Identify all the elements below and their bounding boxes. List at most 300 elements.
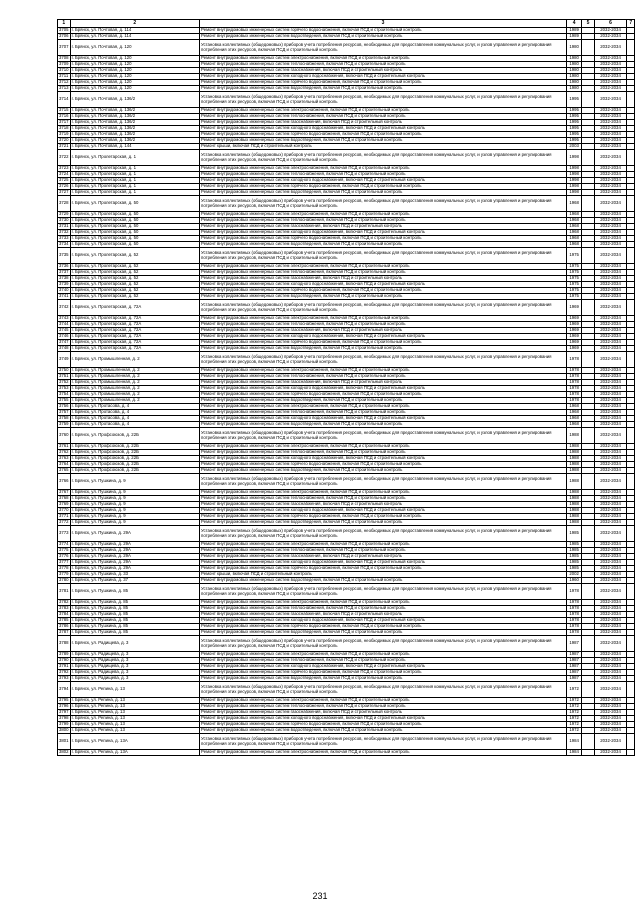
row-number-cell: 3778: [59, 565, 69, 571]
row-number-cell: 3736: [59, 263, 69, 269]
row-number-cell: 3709: [59, 61, 69, 67]
year-cell: 1989: [567, 28, 582, 34]
period-cell: 2032-2034: [594, 322, 627, 328]
row-number-cell: 3786: [59, 623, 69, 629]
address-cell: г. Брянск, ул. Пушкина, д. 85: [70, 606, 199, 612]
row-number-cell: 3738: [59, 275, 69, 281]
period-cell: 2032-2034: [594, 242, 627, 248]
address-cell: г. Брянск, ул. Пушкина, д. 9: [70, 490, 199, 496]
work-type-cell: Ремонт внутридомовых инженерных систем холодного водоснабжения, включая ПСД и строительный контроль: [200, 178, 567, 184]
work-type-cell: Ремонт внутридомовых инженерных систем теплоснабжения, включая ПСД и строительный контроль: [200, 270, 567, 276]
address-cell: г. Брянск, ул. Пушкина, д. 85: [70, 612, 199, 618]
header-cell-3: 3: [200, 20, 567, 28]
header-cell-1: 1: [58, 20, 71, 28]
address-cell: г. Брянск, ул. Почтовая, д. 136/2: [70, 92, 199, 108]
row-number-cell: 3732: [59, 229, 69, 235]
year-cell: 1980: [567, 86, 582, 92]
table-row: [58, 584, 635, 600]
empty-cell: [582, 526, 595, 542]
row-number-cell: 3780: [59, 577, 69, 583]
address-cell: г. Брянск, ул. Пролетарская, д. 1: [70, 190, 199, 196]
period-cell: 2032-2034: [594, 166, 627, 172]
address-cell: г. Брянск, ул. Пролетарская, д. 72А: [70, 300, 199, 316]
work-type-cell: Ремонт внутридомовых инженерных систем холодного водоснабжения, включая ПСД и строительный контроль: [200, 560, 567, 566]
year-cell: 1998: [567, 184, 582, 190]
year-cell: 1995: [567, 120, 582, 126]
period-cell: 2032-2034: [594, 630, 627, 636]
address-cell: г. Брянск, ул. Радищева, д. 3: [70, 658, 199, 664]
row-number-cell: 3720: [59, 137, 69, 143]
period-cell: 2032-2034: [594, 92, 627, 108]
period-cell: 2032-2034: [594, 698, 627, 704]
period-cell: 2032-2034: [594, 352, 627, 368]
work-type-cell: Ремонт внутридомовых инженерных систем горячего водоснабжения, включая ПСД и строительный контроль: [200, 340, 567, 346]
period-cell: 2032-2034: [594, 496, 627, 502]
empty-cell: [582, 750, 595, 756]
row-number-cell: 3727: [59, 189, 69, 195]
address-cell: г. Брянск, ул. Пушкина, д. 37: [70, 578, 199, 584]
period-cell: 2032-2034: [594, 658, 627, 664]
address-cell: г. Брянск, ул. Пролетарская, д. 72А: [70, 346, 199, 352]
table-row: [58, 474, 635, 490]
work-type-cell: Ремонт внутридомовых инженерных систем водоотведения, включая ПСД и строительный контроль: [200, 422, 567, 428]
document-sheet: [57, 19, 635, 756]
year-cell: 1978: [567, 386, 582, 392]
year-cell: 1969: [567, 340, 582, 346]
row-number-cell: 3774: [59, 541, 69, 547]
year-cell: 1980: [567, 56, 582, 62]
year-cell: 1987: [567, 664, 582, 670]
address-cell: г. Брянск, ул. Репина, д. 13: [70, 722, 199, 728]
empty-cell: [582, 248, 595, 264]
period-cell: 2032-2034: [594, 68, 627, 74]
address-cell: г. Брянск, ул. Почтовая, д. 120: [70, 40, 199, 56]
period-cell: 2032-2034: [594, 670, 627, 676]
row-number-cell: 3711: [59, 73, 69, 79]
year-cell: 1978: [567, 380, 582, 386]
work-type-cell: Ремонт внутридомовых инженерных систем водоотведения, включая ПСД и строительный контроль: [200, 34, 567, 40]
page-number: 231: [312, 891, 328, 901]
address-cell: г. Брянск, ул. Протасова, д. 4: [70, 410, 199, 416]
row-number-cell: 3756: [59, 403, 69, 409]
table-row: [58, 150, 635, 166]
work-type-cell: Ремонт внутридомовых инженерных систем теплоснабжения, включая ПСД и строительный контроль: [200, 218, 567, 224]
work-type-cell: Ремонт внутридомовых инженерных систем электроснабжения, включая ПСД и строительный контроль: [200, 600, 567, 606]
year-cell: 1988: [567, 462, 582, 468]
period-cell: 2032-2034: [594, 572, 627, 578]
row-number-cell: 3783: [59, 605, 69, 611]
work-type-cell: Ремонт крыши, включая ПСД и строительный контроль: [200, 572, 567, 578]
work-type-cell: Установка коллективных (общедомовых) приборов учета потребления ресурсов, необходимых для предоставления коммунальных услуг, и узлов управления и регулирования потребления этих ресурсов, включая ПСД и строительный контроль: [200, 474, 567, 490]
address-cell: г. Брянск, ул. Пролетарская, д. 50: [70, 242, 199, 248]
work-type-cell: Ремонт внутридомовых инженерных систем горячего водоснабжения, включая ПСД и строительный контроль: [200, 722, 567, 728]
row-number-cell: 3757: [59, 409, 69, 415]
year-cell: 1985: [567, 548, 582, 554]
empty-cell: [627, 750, 635, 756]
year-cell: 1989: [567, 34, 582, 40]
address-cell: г. Брянск, ул. Репина, д. 13: [70, 710, 199, 716]
period-cell: 2032-2034: [594, 144, 627, 150]
row-number-cell: 3767: [59, 489, 69, 495]
year-cell: 1969: [567, 316, 582, 322]
row-number-cell: 3715: [59, 107, 69, 113]
work-type-cell: Установка коллективных (общедомовых) приборов учета потребления ресурсов, необходимых для предоставления коммунальных услуг, и узлов управления и регулирования потребления этих ресурсов, включая ПСД и строительный контроль: [200, 636, 567, 652]
address-cell: г. Брянск, ул. Пушкина, д. 85: [70, 584, 199, 600]
period-cell: 2032-2034: [594, 316, 627, 322]
row-number-cell: 3739: [59, 281, 69, 287]
year-cell: 1968: [567, 224, 582, 230]
work-type-cell: Ремонт внутридомовых инженерных систем газоснабжения, включая ПСД и строительный контроль: [200, 224, 567, 230]
work-type-cell: Ремонт внутридомовых инженерных систем газоснабжения, включая ПСД и строительный контроль: [200, 120, 567, 126]
year-cell: 1995: [567, 92, 582, 108]
period-cell: 2032-2034: [594, 722, 627, 728]
year-cell: 1975: [567, 288, 582, 294]
period-cell: 2032-2034: [594, 392, 627, 398]
work-type-cell: Ремонт внутридомовых инженерных систем электроснабжения, включая ПСД и строительный контроль: [200, 750, 567, 756]
address-cell: г. Брянск, ул. Пролетарская, д. 72А: [70, 334, 199, 340]
year-cell: 1985: [567, 566, 582, 572]
work-type-cell: Ремонт внутридомовых инженерных систем водоотведения, включая ПСД и строительный контроль: [200, 86, 567, 92]
address-cell: г. Брянск, ул. Почтовая, д. 120: [70, 80, 199, 86]
address-cell: г. Брянск, ул. Почтовая, д. 114: [70, 34, 199, 40]
table-body: [58, 20, 635, 756]
address-cell: г. Брянск, ул. Пушкина, д. 29А: [70, 542, 199, 548]
period-cell: 2032-2034: [594, 404, 627, 410]
period-cell: 2032-2034: [594, 548, 627, 554]
year-cell: 1985: [567, 542, 582, 548]
address-cell: г. Брянск, ул. Радищева, д. 3: [70, 652, 199, 658]
year-cell: 1978: [567, 584, 582, 600]
year-cell: 1978: [567, 606, 582, 612]
work-type-cell: Ремонт внутридомовых инженерных систем горячего водоснабжения, включая ПСД и строительный контроль: [200, 670, 567, 676]
row-number-cell: 3769: [59, 501, 69, 507]
row-number-cell: 3761: [59, 443, 69, 449]
year-cell: 1998: [567, 166, 582, 172]
work-type-cell: Ремонт внутридомовых инженерных систем водоотведения, включая ПСД и строительный контроль: [200, 138, 567, 144]
empty-cell: [627, 196, 635, 212]
address-cell: г. Брянск, ул. Пролетарская, д. 50: [70, 212, 199, 218]
year-cell: 1968: [567, 212, 582, 218]
year-cell: 1987: [567, 670, 582, 676]
row-number-cell: 3797: [59, 709, 69, 715]
address-cell: г. Брянск, ул. Пролетарская, д. 52: [70, 248, 199, 264]
year-cell: 1980: [567, 80, 582, 86]
year-cell: 1987: [567, 658, 582, 664]
row-number-cell: 3782: [59, 599, 69, 605]
address-cell: г. Брянск, ул. Пролетарская, д. 72А: [70, 316, 199, 322]
period-cell: 2032-2034: [594, 502, 627, 508]
period-cell: 2032-2034: [594, 300, 627, 316]
work-type-cell: Ремонт внутридомовых инженерных систем горячего водоснабжения, включая ПСД и строительный контроль: [200, 392, 567, 398]
year-cell: 1968: [567, 242, 582, 248]
empty-cell: [582, 682, 595, 698]
empty-cell: [627, 92, 635, 108]
row-number-cell: 3735: [58, 248, 71, 264]
row-number-cell: 3785: [59, 617, 69, 623]
work-type-cell: Ремонт внутридомовых инженерных систем теплоснабжения, включая ПСД и строительный контроль: [200, 322, 567, 328]
work-type-cell: Ремонт внутридомовых инженерных систем электроснабжения, включая ПСД и строительный контроль: [200, 368, 567, 374]
row-number-cell: 3748: [59, 345, 69, 351]
year-cell: 1968: [567, 218, 582, 224]
row-number-cell: 3728: [58, 196, 71, 212]
header-cell-7: 7: [627, 20, 635, 28]
address-cell: г. Брянск, ул. Пролетарская, д. 52: [70, 276, 199, 282]
row-number-cell: 3734: [59, 241, 69, 247]
period-cell: 2032-2034: [594, 508, 627, 514]
year-cell: 1988: [567, 450, 582, 456]
row-number-cell: 3792: [59, 669, 69, 675]
row-number-cell: 3754: [59, 391, 69, 397]
year-cell: 1998: [567, 190, 582, 196]
period-cell: 2032-2034: [594, 212, 627, 218]
address-cell: г. Брянск, ул. Почтовая, д. 120: [70, 68, 199, 74]
year-cell: 1987: [567, 652, 582, 658]
row-number-cell: 3758: [59, 415, 69, 421]
row-number-cell: 3726: [59, 183, 69, 189]
work-type-cell: Ремонт внутридомовых инженерных систем теплоснабжения, включая ПСД и строительный контроль: [200, 62, 567, 68]
table-row: [58, 300, 635, 316]
period-cell: 2032-2034: [594, 428, 627, 444]
empty-cell: [582, 734, 595, 750]
address-cell: г. Брянск, ул. Почтовая, д. 114: [70, 28, 199, 34]
work-type-cell: Установка коллективных (общедомовых) приборов учета потребления ресурсов, необходимых для предоставления коммунальных услуг, и узлов управления и регулирования потребления этих ресурсов, включая ПСД и строительный контроль: [200, 300, 567, 316]
period-cell: 2032-2034: [594, 282, 627, 288]
period-cell: 2032-2034: [594, 138, 627, 144]
row-number-cell: 3788: [58, 636, 71, 652]
row-number-cell: 3801: [58, 734, 71, 750]
row-number-cell: 3773: [58, 526, 71, 542]
period-cell: 2032-2034: [594, 704, 627, 710]
year-cell: 1980: [567, 40, 582, 56]
work-type-cell: Ремонт внутридомовых инженерных систем электроснабжения, включая ПСД и строительный контроль: [200, 698, 567, 704]
year-cell: 1978: [567, 624, 582, 630]
year-cell: 1980: [567, 68, 582, 74]
work-type-cell: Ремонт внутридомовых инженерных систем холодного водоснабжения, включая ПСД и строительный контроль: [200, 386, 567, 392]
year-cell: 1995: [567, 138, 582, 144]
row-number-cell: 3721: [59, 143, 69, 149]
address-cell: г. Брянск, ул. Пролетарская, д. 52: [70, 270, 199, 276]
period-cell: 2032-2034: [594, 114, 627, 120]
address-cell: г. Брянск, ул. Радищева, д. 3: [70, 676, 199, 682]
period-cell: 2032-2034: [594, 490, 627, 496]
empty-cell: [627, 734, 635, 750]
work-type-cell: Ремонт внутридомовых инженерных систем теплоснабжения, включая ПСД и строительный контроль: [200, 410, 567, 416]
work-type-cell: Ремонт внутридомовых инженерных систем горячего водоснабжения, включая ПСД и строительный контроль: [200, 624, 567, 630]
row-number-cell: 3787: [59, 629, 69, 635]
period-cell: 2032-2034: [594, 218, 627, 224]
work-type-cell: Ремонт внутридомовых инженерных систем теплоснабжения, включая ПСД и строительный контроль: [200, 704, 567, 710]
period-cell: 2032-2034: [594, 172, 627, 178]
year-cell: 1972: [567, 682, 582, 698]
address-cell: г. Брянск, ул. Пролетарская, д. 72А: [70, 340, 199, 346]
year-cell: 1968: [567, 236, 582, 242]
period-cell: 2032-2034: [594, 34, 627, 40]
work-type-cell: Ремонт внутридомовых инженерных систем горячего водоснабжения, включая ПСД и строительный контроль: [200, 288, 567, 294]
period-cell: 2032-2034: [594, 578, 627, 584]
period-cell: 2032-2034: [594, 184, 627, 190]
period-cell: 2032-2034: [594, 40, 627, 56]
address-cell: г. Брянск, ул. Почтовая, д. 120: [70, 74, 199, 80]
work-type-cell: Ремонт внутридомовых инженерных систем газоснабжения, включая ПСД и строительный контроль: [200, 380, 567, 386]
row-number-cell: 3789: [59, 651, 69, 657]
empty-cell: [627, 150, 635, 166]
period-cell: 2032-2034: [594, 386, 627, 392]
row-number-cell: 3729: [59, 211, 69, 217]
row-number-cell: 3779: [59, 571, 69, 577]
empty-cell: [627, 526, 635, 542]
period-cell: 2032-2034: [594, 248, 627, 264]
period-cell: 2032-2034: [594, 224, 627, 230]
row-number-cell: 3752: [59, 379, 69, 385]
period-cell: 2032-2034: [594, 636, 627, 652]
period-cell: 2032-2034: [594, 334, 627, 340]
work-type-cell: Ремонт внутридомовых инженерных систем горячего водоснабжения, включая ПСД и строительный контроль: [200, 80, 567, 86]
period-cell: 2032-2034: [594, 132, 627, 138]
address-cell: г. Брянск, ул. Почтовая, д. 120: [70, 62, 199, 68]
empty-cell: [582, 300, 595, 316]
address-cell: г. Брянск, ул. Почтовая, д. 136/2: [70, 138, 199, 144]
address-cell: г. Брянск, ул. Почтовая, д. 120: [70, 56, 199, 62]
year-cell: 1988: [567, 428, 582, 444]
period-cell: 2032-2034: [594, 750, 627, 756]
row-number-cell: 3731: [59, 223, 69, 229]
year-cell: 1978: [567, 392, 582, 398]
address-cell: г. Брянск, ул. Промышленная, д. 2: [70, 352, 199, 368]
address-cell: г. Брянск, ул. Промышленная, д. 2: [70, 374, 199, 380]
year-cell: 1987: [567, 676, 582, 682]
year-cell: 1972: [567, 710, 582, 716]
period-cell: 2032-2034: [594, 410, 627, 416]
empty-cell: [582, 352, 595, 368]
address-cell: г. Брянск, ул. Репина, д. 13: [70, 728, 199, 734]
row-number-cell: 3784: [59, 611, 69, 617]
empty-cell: [627, 474, 635, 490]
address-cell: г. Брянск, ул. Промышленная, д. 2: [70, 380, 199, 386]
work-type-cell: Ремонт внутридомовых инженерных систем горячего водоснабжения, включая ПСД и строительный контроль: [200, 462, 567, 468]
row-number-cell: 3718: [59, 125, 69, 131]
period-cell: 2032-2034: [594, 62, 627, 68]
row-number-cell: 3722: [58, 150, 71, 166]
year-cell: 1995: [567, 108, 582, 114]
table-row: [58, 92, 635, 108]
period-cell: 2032-2034: [594, 462, 627, 468]
row-number-cell: 3750: [59, 367, 69, 373]
period-cell: 2032-2034: [594, 108, 627, 114]
work-type-cell: Ремонт внутридомовых инженерных систем водоотведения, включая ПСД и строительный контроль: [200, 728, 567, 734]
work-type-cell: Ремонт внутридомовых инженерных систем водоотведения, включая ПСД и строительный контроль: [200, 468, 567, 474]
row-number-cell: 3800: [59, 727, 69, 733]
period-cell: 2032-2034: [594, 86, 627, 92]
year-cell: 1969: [567, 300, 582, 316]
address-cell: г. Брянск, ул. Промышленная, д. 2: [70, 368, 199, 374]
row-number-cell: 3766: [58, 474, 71, 490]
work-type-cell: Ремонт внутридомовых инженерных систем водоотведения, включая ПСД и строительный контроль: [200, 190, 567, 196]
work-type-cell: Ремонт внутридомовых инженерных систем теплоснабжения, включая ПСД и строительный контроль: [200, 496, 567, 502]
address-cell: г. Брянск, ул. Пролетарская, д. 1: [70, 184, 199, 190]
work-type-cell: Ремонт внутридомовых инженерных систем водоотведения, включая ПСД и строительный контроль: [200, 578, 567, 584]
year-cell: 1969: [567, 322, 582, 328]
work-type-cell: Ремонт внутридомовых инженерных систем водоотведения, включая ПСД и строительный контроль: [200, 346, 567, 352]
row-number-cell: 3759: [59, 421, 69, 427]
address-cell: г. Брянск, ул. Профсоюзов, д. 22Б: [70, 428, 199, 444]
year-cell: 1998: [567, 178, 582, 184]
row-number-cell: 3781: [58, 584, 71, 600]
row-number-cell: 3770: [59, 507, 69, 513]
year-cell: 1972: [567, 698, 582, 704]
period-cell: 2032-2034: [594, 682, 627, 698]
address-cell: г. Брянск, ул. Профсоюзов, д. 22Б: [70, 450, 199, 456]
address-cell: г. Брянск, ул. Пролетарская, д. 50: [70, 196, 199, 212]
year-cell: 1985: [567, 560, 582, 566]
period-cell: 2032-2034: [594, 416, 627, 422]
work-type-cell: Ремонт внутридомовых инженерных систем холодного водоснабжения, включая ПСД и строительный контроль: [200, 230, 567, 236]
address-cell: г. Брянск, ул. Пушкина, д. 9: [70, 502, 199, 508]
address-cell: г. Брянск, ул. Пушкина, д. 9: [70, 496, 199, 502]
row-number-cell: 3751: [59, 373, 69, 379]
period-cell: 2032-2034: [594, 474, 627, 490]
work-type-cell: Ремонт внутридомовых инженерных систем горячего водоснабжения, включая ПСД и строительный контроль: [200, 184, 567, 190]
period-cell: 2032-2034: [594, 288, 627, 294]
row-number-cell: 3753: [59, 385, 69, 391]
work-type-cell: Ремонт внутридомовых инженерных систем электроснабжения, включая ПСД и строительный контроль: [200, 444, 567, 450]
period-cell: 2032-2034: [594, 676, 627, 682]
period-cell: 2032-2034: [594, 328, 627, 334]
row-number-cell: 3717: [59, 119, 69, 125]
year-cell: 1975: [567, 294, 582, 300]
year-cell: 1988: [567, 474, 582, 490]
row-number-cell: 3710: [59, 67, 69, 73]
empty-cell: [582, 150, 595, 166]
period-cell: 2032-2034: [594, 276, 627, 282]
address-cell: г. Брянск, ул. Промышленная, д. 2: [70, 398, 199, 404]
period-cell: 2032-2034: [594, 710, 627, 716]
address-cell: г. Брянск, ул. Пролетарская, д. 50: [70, 236, 199, 242]
year-cell: 1975: [567, 270, 582, 276]
year-cell: 1978: [567, 600, 582, 606]
year-cell: 1985: [567, 554, 582, 560]
row-number-cell: 3705: [59, 27, 69, 33]
row-number-cell: 3764: [59, 461, 69, 467]
work-type-cell: Ремонт внутридомовых инженерных систем горячего водоснабжения, включая ПСД и строительный контроль: [200, 236, 567, 242]
work-type-cell: Ремонт внутридомовых инженерных систем холодного водоснабжения, включая ПСД и строительный контроль: [200, 716, 567, 722]
address-cell: г. Брянск, ул. Пушкина, д. 9: [70, 474, 199, 490]
address-cell: г. Брянск, ул. Репина, д. 13: [70, 682, 199, 698]
row-number-cell: 3740: [59, 287, 69, 293]
work-type-cell: Ремонт внутридомовых инженерных систем газоснабжения, включая ПСД и строительный контроль: [200, 612, 567, 618]
year-cell: 1960: [567, 578, 582, 584]
row-number-cell: 3742: [58, 300, 71, 316]
row-number-cell: 3745: [59, 327, 69, 333]
work-type-cell: Ремонт внутридомовых инженерных систем электроснабжения, включая ПСД и строительный контроль: [200, 652, 567, 658]
row-number-cell: 3793: [59, 675, 69, 681]
address-cell: г. Брянск, ул. Почтовая, д. 136/2: [70, 120, 199, 126]
year-cell: 1969: [567, 334, 582, 340]
period-cell: 2032-2034: [594, 514, 627, 520]
year-cell: 1968: [567, 422, 582, 428]
year-cell: 1969: [567, 346, 582, 352]
row-number-cell: 3733: [59, 235, 69, 241]
address-cell: г. Брянск, ул. Пролетарская, д. 50: [70, 224, 199, 230]
row-number-cell: 3713: [59, 85, 69, 91]
address-cell: г. Брянск, ул. Пролетарская, д. 52: [70, 288, 199, 294]
work-type-cell: Ремонт внутридомовых инженерных систем электроснабжения, включая ПСД и строительный контроль: [200, 542, 567, 548]
address-cell: г. Брянск, ул. Профсоюзов, д. 22Б: [70, 468, 199, 474]
empty-cell: [627, 300, 635, 316]
year-cell: 1978: [567, 368, 582, 374]
year-cell: 2002: [567, 572, 582, 578]
table-row: [58, 734, 635, 750]
period-cell: 2032-2034: [594, 444, 627, 450]
